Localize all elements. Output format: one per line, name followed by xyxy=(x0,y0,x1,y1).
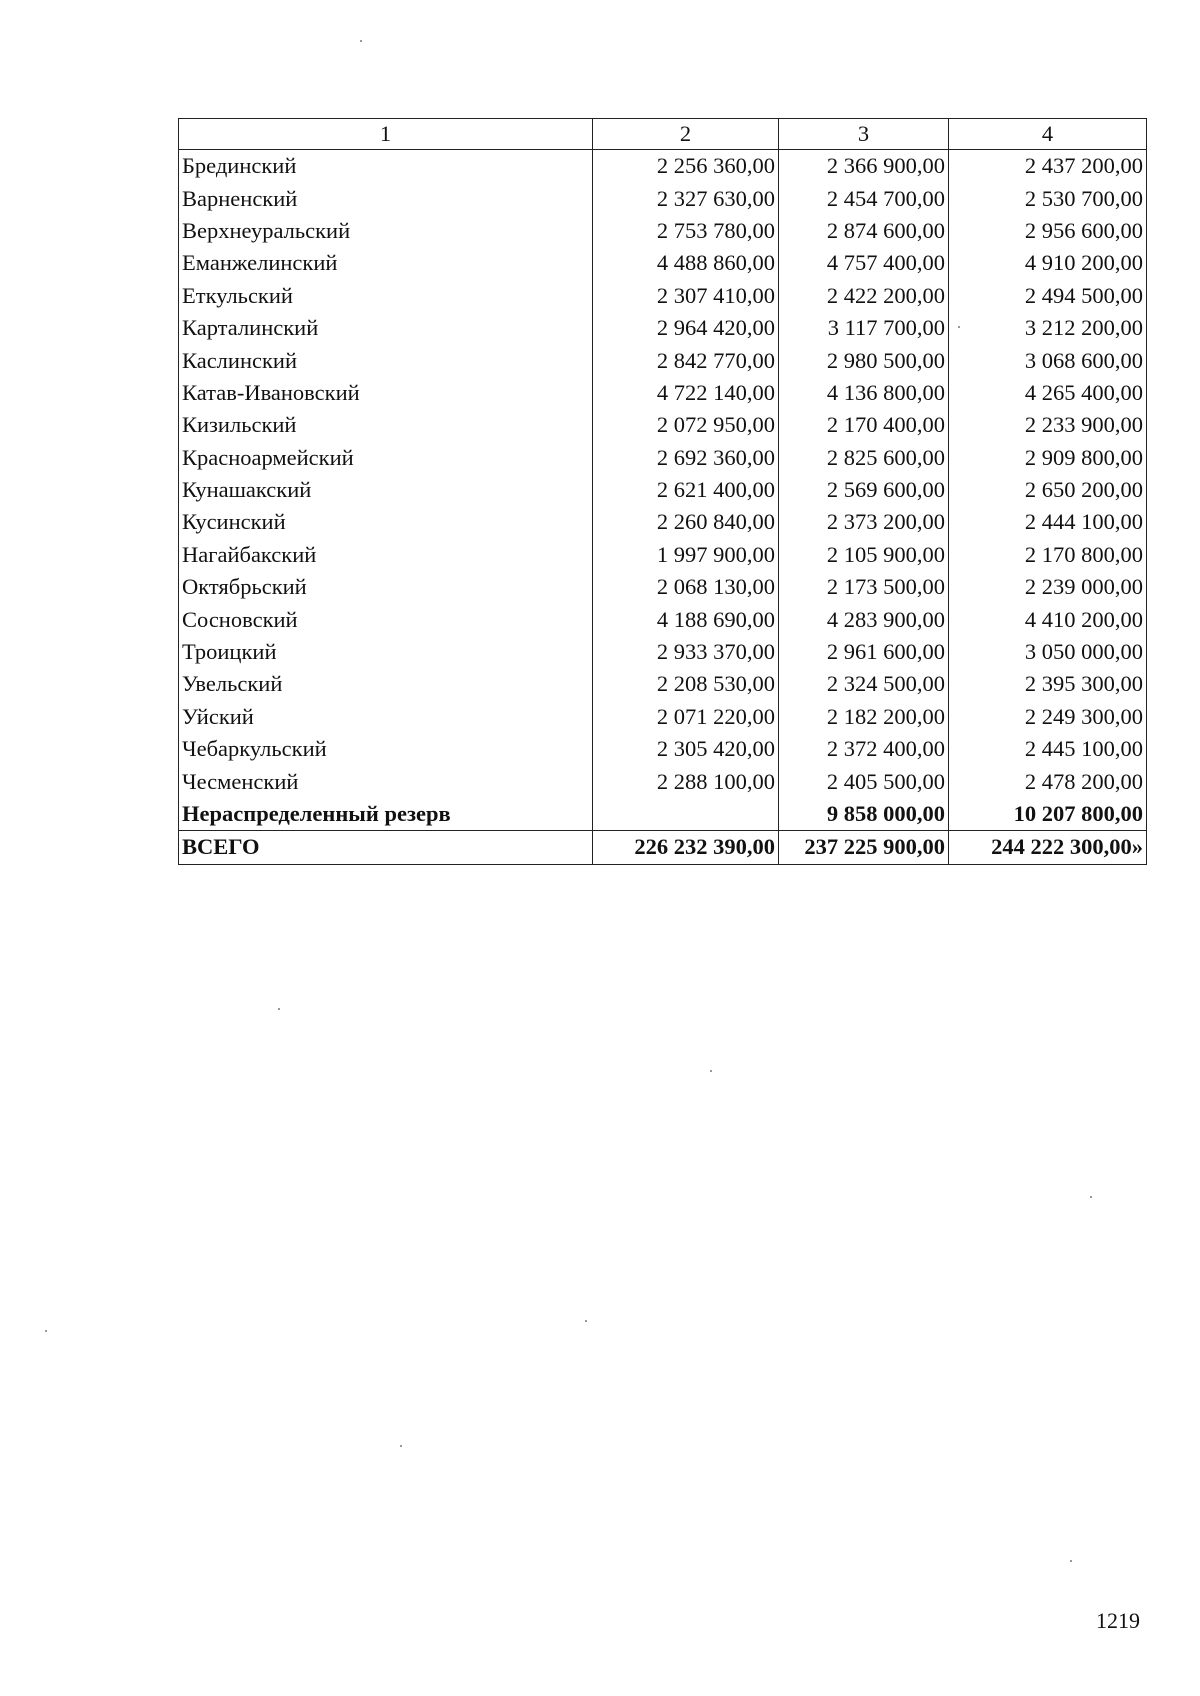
table-row xyxy=(179,474,1147,506)
value-col3: 2 173 500,00 xyxy=(779,571,949,603)
district-name: Красноармейский xyxy=(179,442,593,474)
value-col4: 4 410 200,00 xyxy=(949,603,1147,635)
table-row xyxy=(179,571,1147,603)
scan-speck xyxy=(360,40,362,42)
district-name: Чебаркульский xyxy=(179,733,593,765)
reserve-value-col2 xyxy=(593,798,779,831)
value-col4: 4 265 400,00 xyxy=(949,377,1147,409)
value-col2: 2 621 400,00 xyxy=(593,474,779,506)
value-col4: 2 956 600,00 xyxy=(949,215,1147,247)
table-row xyxy=(179,701,1147,733)
table-row xyxy=(179,312,1147,344)
district-name: Катав-Ивановский xyxy=(179,377,593,409)
scan-speck xyxy=(1070,1560,1072,1562)
header-row xyxy=(179,119,1147,150)
value-col4: 2 650 200,00 xyxy=(949,474,1147,506)
budget-table xyxy=(178,118,1147,865)
district-name: Сосновский xyxy=(179,603,593,635)
value-col2: 2 307 410,00 xyxy=(593,280,779,312)
value-col4: 2 445 100,00 xyxy=(949,733,1147,765)
table-row xyxy=(179,182,1147,214)
value-col4: 2 478 200,00 xyxy=(949,765,1147,797)
value-col3: 4 136 800,00 xyxy=(779,377,949,409)
value-col3: 3 117 700,00 xyxy=(779,312,949,344)
district-name: Увельский xyxy=(179,668,593,700)
reserve-value-col3: 9 858 000,00 xyxy=(779,798,949,831)
table-row xyxy=(179,280,1147,312)
district-name: Октябрьский xyxy=(179,571,593,603)
table-row xyxy=(179,765,1147,797)
value-col4: 2 395 300,00 xyxy=(949,668,1147,700)
page-number: 1219 xyxy=(1096,1608,1140,1633)
value-col2: 2 753 780,00 xyxy=(593,215,779,247)
district-name: Уйский xyxy=(179,701,593,733)
value-col2: 2 842 770,00 xyxy=(593,344,779,376)
value-col4: 2 909 800,00 xyxy=(949,442,1147,474)
value-col2: 2 964 420,00 xyxy=(593,312,779,344)
value-col3: 2 874 600,00 xyxy=(779,215,949,247)
value-col2: 2 288 100,00 xyxy=(593,765,779,797)
district-name: Варненский xyxy=(179,182,593,214)
district-name: Чесменский xyxy=(179,765,593,797)
reserve-row xyxy=(179,798,1147,831)
value-col4: 3 068 600,00 xyxy=(949,344,1147,376)
scan-speck xyxy=(958,326,960,328)
value-col2: 2 208 530,00 xyxy=(593,668,779,700)
table-row xyxy=(179,215,1147,247)
value-col4: 3 050 000,00 xyxy=(949,636,1147,668)
reserve-label: Нераспределенный резерв xyxy=(179,798,593,831)
table-header xyxy=(179,119,1147,150)
value-col2: 2 692 360,00 xyxy=(593,442,779,474)
value-col4: 2 530 700,00 xyxy=(949,182,1147,214)
value-col4: 2 444 100,00 xyxy=(949,506,1147,538)
value-col3: 2 324 500,00 xyxy=(779,668,949,700)
scan-speck xyxy=(45,1330,47,1332)
value-col3: 2 961 600,00 xyxy=(779,636,949,668)
district-name: Еткульский xyxy=(179,280,593,312)
value-col2: 4 722 140,00 xyxy=(593,377,779,409)
value-col2: 2 256 360,00 xyxy=(593,150,779,183)
value-col2: 2 327 630,00 xyxy=(593,182,779,214)
table-row xyxy=(179,344,1147,376)
scan-speck xyxy=(400,1445,402,1447)
district-name: Каслинский xyxy=(179,344,593,376)
reserve-value-col4: 10 207 800,00 xyxy=(949,798,1147,831)
value-col2: 2 305 420,00 xyxy=(593,733,779,765)
value-col3: 2 105 900,00 xyxy=(779,539,949,571)
value-col3: 4 757 400,00 xyxy=(779,247,949,279)
table-row xyxy=(179,668,1147,700)
value-col3: 2 405 500,00 xyxy=(779,765,949,797)
table-row xyxy=(179,506,1147,538)
value-col4: 2 494 500,00 xyxy=(949,280,1147,312)
scan-speck xyxy=(278,1008,280,1010)
district-name: Кунашакский xyxy=(179,474,593,506)
district-name: Кизильский xyxy=(179,409,593,441)
table-row xyxy=(179,733,1147,765)
value-col3: 2 373 200,00 xyxy=(779,506,949,538)
value-col3: 2 825 600,00 xyxy=(779,442,949,474)
total-value-col2: 226 232 390,00 xyxy=(593,831,779,864)
value-col3: 4 283 900,00 xyxy=(779,603,949,635)
value-col3: 2 372 400,00 xyxy=(779,733,949,765)
district-name: Карталинский xyxy=(179,312,593,344)
table-row xyxy=(179,247,1147,279)
column-header-2: 2 xyxy=(593,119,779,150)
value-col3: 2 422 200,00 xyxy=(779,280,949,312)
table-row xyxy=(179,603,1147,635)
district-name: Брединский xyxy=(179,150,593,183)
value-col2: 4 188 690,00 xyxy=(593,603,779,635)
scan-speck xyxy=(585,1320,587,1322)
table-row xyxy=(179,150,1147,183)
district-name: Нагайбакский xyxy=(179,539,593,571)
table-row xyxy=(179,409,1147,441)
column-header-4: 4 xyxy=(949,119,1147,150)
value-col2: 2 068 130,00 xyxy=(593,571,779,603)
value-col4: 4 910 200,00 xyxy=(949,247,1147,279)
district-name: Еманжелинский xyxy=(179,247,593,279)
value-col3: 2 569 600,00 xyxy=(779,474,949,506)
column-header-3: 3 xyxy=(779,119,949,150)
value-col4: 3 212 200,00 xyxy=(949,312,1147,344)
value-col3: 2 366 900,00 xyxy=(779,150,949,183)
district-name: Троицкий xyxy=(179,636,593,668)
value-col2: 2 260 840,00 xyxy=(593,506,779,538)
value-col2: 2 072 950,00 xyxy=(593,409,779,441)
value-col4: 2 239 000,00 xyxy=(949,571,1147,603)
table-row xyxy=(179,539,1147,571)
column-header-1: 1 xyxy=(179,119,593,150)
total-value-col4: 244 222 300,00» xyxy=(949,831,1147,864)
table-row xyxy=(179,377,1147,409)
value-col4: 2 249 300,00 xyxy=(949,701,1147,733)
value-col2: 4 488 860,00 xyxy=(593,247,779,279)
district-name: Верхнеуральский xyxy=(179,215,593,247)
value-col3: 2 454 700,00 xyxy=(779,182,949,214)
value-col3: 2 170 400,00 xyxy=(779,409,949,441)
total-label: ВСЕГО xyxy=(179,831,593,864)
scan-speck xyxy=(1090,1196,1092,1198)
total-row xyxy=(179,831,1147,864)
value-col2: 2 933 370,00 xyxy=(593,636,779,668)
district-name: Кусинский xyxy=(179,506,593,538)
total-value-col3: 237 225 900,00 xyxy=(779,831,949,864)
table-row xyxy=(179,636,1147,668)
table-row xyxy=(179,442,1147,474)
value-col2: 2 071 220,00 xyxy=(593,701,779,733)
value-col3: 2 182 200,00 xyxy=(779,701,949,733)
value-col4: 2 233 900,00 xyxy=(949,409,1147,441)
scan-speck xyxy=(710,1070,712,1072)
value-col2: 1 997 900,00 xyxy=(593,539,779,571)
table-body xyxy=(179,150,1147,865)
value-col3: 2 980 500,00 xyxy=(779,344,949,376)
value-col4: 2 170 800,00 xyxy=(949,539,1147,571)
value-col4: 2 437 200,00 xyxy=(949,150,1147,183)
